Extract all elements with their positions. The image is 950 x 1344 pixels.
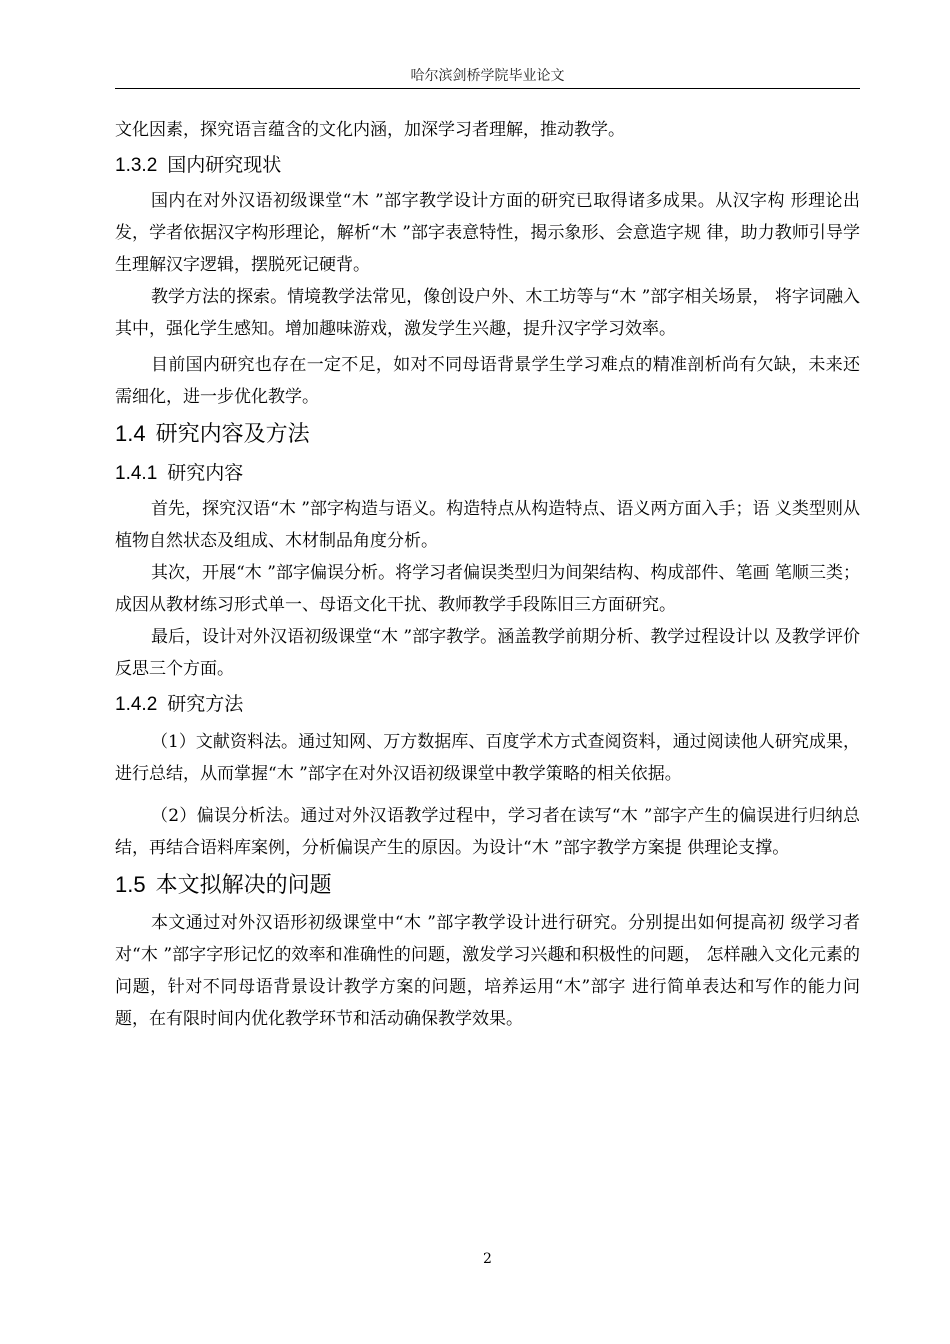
section-heading-1-5 <box>115 866 860 905</box>
paragraph: （1）文献资料法。通过知网、万方数据库、百度学术方式查阅资料，通过阅读他人研究成果，进行总结，从而掌握“木 ”部字在对外汉语初级课堂中教学策略的相关依据。 <box>115 732 860 784</box>
paragraph: 其次，开展“木 ”部字偏误分析。将学习者偏误类型归为间架结构、构成部件、笔画 笔顺三类；成因从教材练习形式单一、母语文化干扰、教师教学手段陈旧三方面研究。 <box>115 563 860 615</box>
paragraph: 教学方法的探索。情境教学法常见，像创设户外、木工坊等与“木 ”部字相关场景， 将字词融入其中，强化学生感知。增加趣味游戏，激发学生兴趣，提升汉字学习效率。 <box>115 287 860 339</box>
section-heading-1-4-2 <box>115 687 860 722</box>
paragraph-intro: 文化因素，探究语言蕴含的文化内涵，加深学习者理解，推动教学。 <box>115 120 625 140</box>
header-divider <box>115 88 860 89</box>
paragraph: 首先，探究汉语“木 ”部字构造与语义。构造特点从构造特点、语义两方面入手；语 义类型则从植物自然状态及组成、木材制品角度分析。 <box>115 499 860 551</box>
section-number: 1.4.1 <box>115 463 158 484</box>
section-heading-1-4-1 <box>115 456 860 491</box>
section-number: 1.3.2 <box>115 155 158 176</box>
document-body <box>115 114 860 1035</box>
section-title: 研究内容 <box>167 462 244 484</box>
section-number: 1.4.2 <box>115 694 158 715</box>
paragraph: 国内在对外汉语初级课堂“木 ”部字教学设计方面的研究已取得诸多成果。从汉字构 形理论出发，学者依据汉字构形理论，解析“木 ”部字表意特性，揭示象形、会意造字规 律，助力教师引导学生理解汉字逻辑，摆脱死记硬背。 <box>115 191 860 275</box>
paragraph: 最后，设计对外汉语初级课堂“木 ”部字教学。涵盖教学前期分析、教学过程设计以 及教学评价反思三个方面。 <box>115 627 860 679</box>
section-heading-1-4 <box>115 415 860 454</box>
section-number: 1.4 <box>115 421 146 446</box>
page-number: 2 <box>483 1251 492 1267</box>
paragraph: 目前国内研究也存在一定不足，如对不同母语背景学生学习难点的精准剖析尚有欠缺，未来还需细化，进一步优化教学。 <box>115 355 860 407</box>
section-number: 1.5 <box>115 872 146 897</box>
page-header: 哈尔滨剑桥学院毕业论文 <box>410 68 565 84</box>
section-heading-1-3-2 <box>115 148 860 183</box>
section-title: 研究内容及方法 <box>155 422 310 447</box>
paragraph: （2）偏误分析法。通过对外汉语教学过程中，学习者在读写“木 ”部字产生的偏误进行归纳总结，再结合语料库案例，分析偏误产生的原因。为设计“木 ”部字教学方案提 供理论支撑。 <box>115 806 860 858</box>
section-title: 研究方法 <box>167 693 244 715</box>
paragraph: 本文通过对外汉语形初级课堂中“木 ”部字教学设计进行研究。分别提出如何提高初 级学习者对“木 ”部字字形记忆的效率和准确性的问题，激发学习兴趣和积极性的问题， 怎样融入文化元素的问题，针对不同母语背景设计教学方案的问题，培养运用“木”部字 进行简单表达和写作的能力问题，在有限时间内优化教学环节和活动确保教学效果。 <box>115 913 860 1029</box>
section-title: 国内研究现状 <box>167 154 282 176</box>
section-title: 本文拟解决的问题 <box>155 873 332 898</box>
